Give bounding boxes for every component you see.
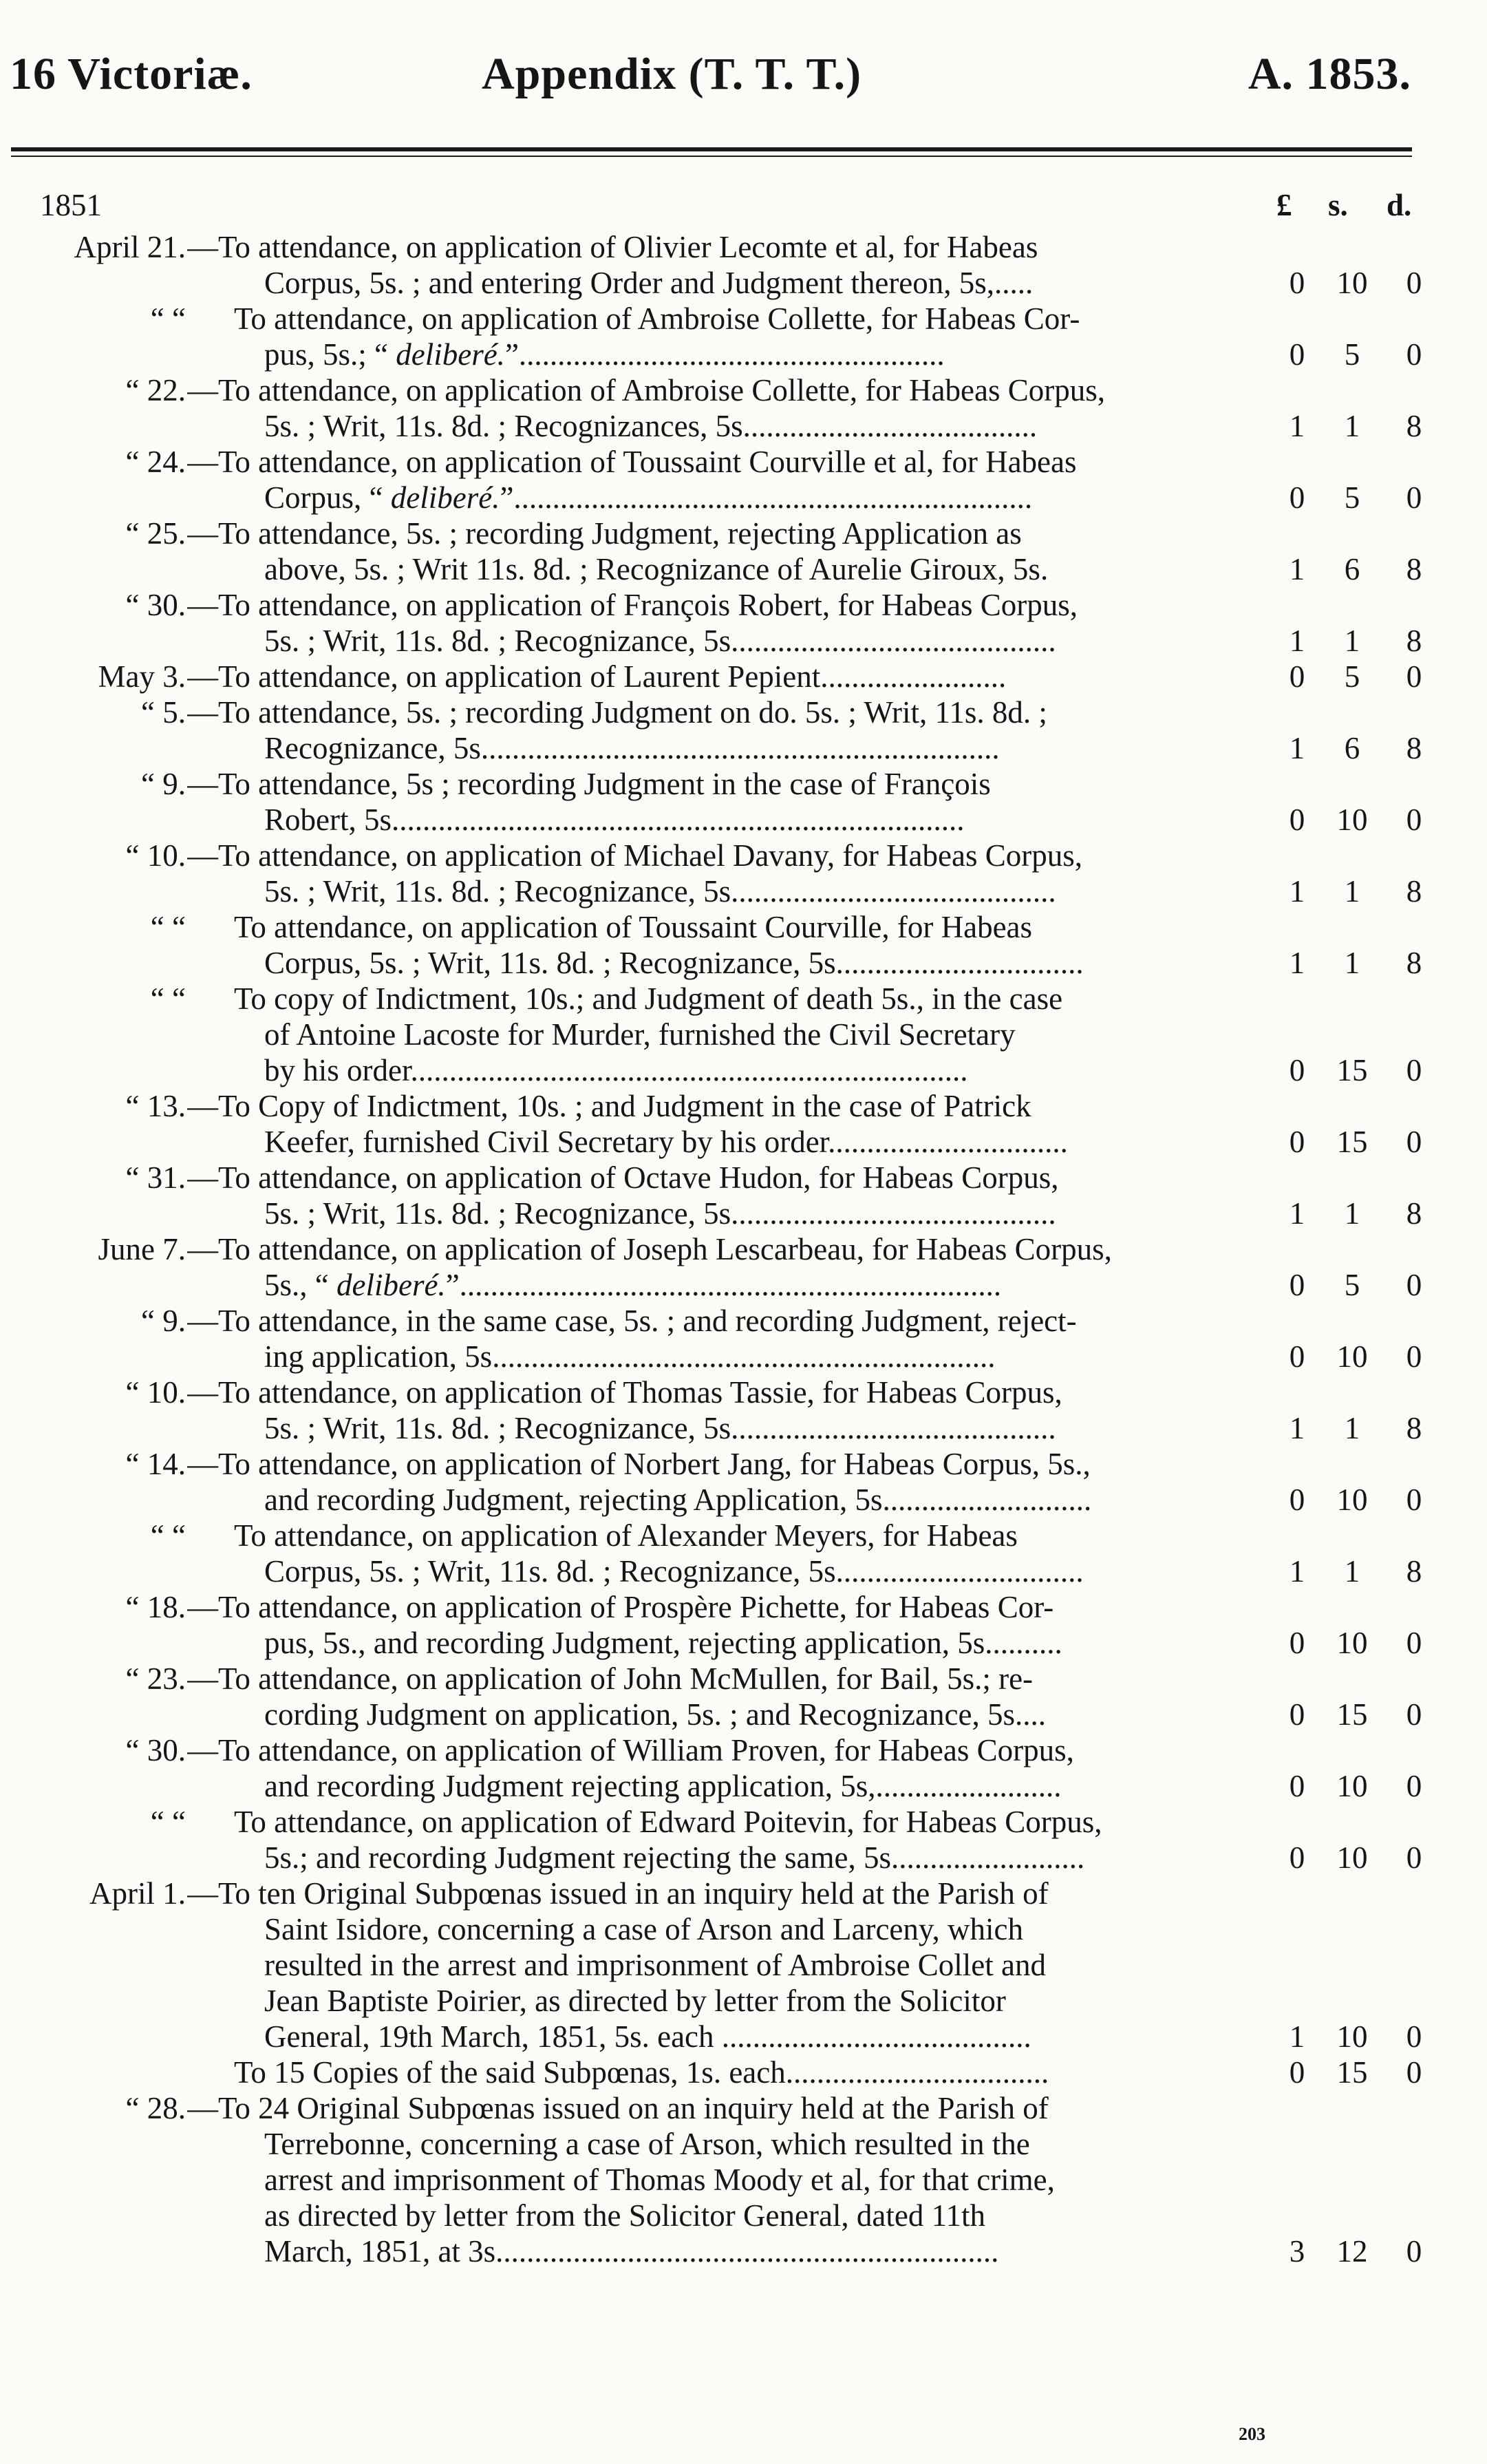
- entry-line: [14, 2126, 1459, 2162]
- amount-pounds: 1: [1289, 1196, 1305, 1231]
- entry-text: —To attendance, on application of William Proven, for Habeas Corpus,: [187, 1733, 1074, 1767]
- entry-text: —To attendance, in the same case, 5s. ; and recording Judgment, reject-: [187, 1304, 1077, 1338]
- entry-line: [14, 372, 1459, 408]
- ledger-entry: [14, 981, 1459, 1088]
- entry-date: “ “: [150, 1518, 186, 1553]
- amount-pounds: 0: [1289, 1125, 1305, 1159]
- entry-text: Corpus, 5s. ; Writ, 11s. 8d. ; Recognizance, 5s................................: [264, 1554, 1084, 1589]
- entry-line: [14, 1697, 1459, 1732]
- entry-text: by his order........................................................................: [264, 1053, 968, 1087]
- entry-text: To attendance, on application of Edward Poitevin, for Habeas Corpus,: [234, 1805, 1102, 1839]
- entry-text: 5s., “ deliberé.”......................................................................: [264, 1268, 1002, 1302]
- amount-pence: 0: [1406, 1483, 1422, 1517]
- amount-pounds: 1: [1289, 1411, 1305, 1445]
- ledger-entry: [14, 2054, 1459, 2090]
- amount-shillings: 10: [1336, 266, 1368, 300]
- ledger-entry: [14, 587, 1459, 659]
- entry-text: —To attendance, on application of John McMullen, for Bail, 5s.; re-: [187, 1661, 1034, 1696]
- amount-pence: 0: [1406, 1053, 1422, 1087]
- amount-pence: 8: [1406, 731, 1422, 765]
- entry-line: [14, 1840, 1459, 1876]
- amount-pence: 8: [1406, 409, 1422, 443]
- ledger-entry: [14, 1589, 1459, 1661]
- amount-shillings: 12: [1336, 2234, 1368, 2269]
- header-appendix: Appendix (T. T. T.): [482, 49, 862, 99]
- ledger-entry: [14, 766, 1459, 838]
- entry-text: pus, 5s.; “ deliberé.”.......................................................: [264, 337, 945, 372]
- amount-pounds: 0: [1289, 1053, 1305, 1087]
- entry-text: —To attendance, 5s. ; recording Judgment on do. 5s. ; Writ, 11s. 8d. ;: [187, 695, 1047, 730]
- entry-line: [14, 1410, 1459, 1446]
- entry-text: Corpus, 5s. ; Writ, 11s. 8d. ; Recognizance, 5s................................: [264, 946, 1084, 980]
- entry-text: General, 19th March, 1851, 5s. each ........................................: [264, 2019, 1031, 2054]
- column-shillings: s.: [1328, 188, 1348, 222]
- entry-line: [14, 659, 1459, 694]
- amount-shillings: 1: [1344, 946, 1360, 980]
- entry-text: March, 1851, at 3s.................................................................: [264, 2234, 999, 2269]
- entry-line: [14, 945, 1459, 981]
- entry-line: [14, 2019, 1459, 2054]
- amount-shillings: 5: [1344, 337, 1360, 372]
- amount-pence: 0: [1406, 2055, 1422, 2090]
- entry-line: [14, 730, 1459, 766]
- entry-line: [14, 265, 1459, 301]
- amount-shillings: 1: [1344, 624, 1360, 658]
- entry-line: [14, 1876, 1459, 1911]
- amount-shillings: 1: [1344, 1196, 1360, 1231]
- amount-pounds: 0: [1289, 2055, 1305, 2090]
- entry-line: [14, 1339, 1459, 1374]
- entry-text: —To 24 Original Subpœnas issued on an inquiry held at the Parish of: [187, 2091, 1049, 2125]
- amount-pence: 0: [1406, 1626, 1422, 1660]
- entry-text: Robert, 5s..........................................................................: [264, 803, 965, 837]
- entry-text: —To attendance, on application of Ambroise Collette, for Habeas Corpus,: [187, 373, 1106, 407]
- entry-text: —To attendance, on application of Olivier Lecomte et al, for Habeas: [187, 230, 1038, 264]
- entry-line: [14, 2162, 1459, 2198]
- amount-pounds: 1: [1289, 946, 1305, 980]
- amount-pence: 0: [1406, 1125, 1422, 1159]
- entry-date: “ “: [150, 301, 186, 336]
- amount-pounds: 1: [1289, 409, 1305, 443]
- amount-pounds: 0: [1289, 480, 1305, 515]
- entry-text: resulted in the arrest and imprisonment of Ambroise Collet and: [264, 1948, 1047, 1982]
- amount-pounds: 3: [1289, 2234, 1305, 2269]
- ledger-entry: [14, 229, 1459, 301]
- amount-pounds: 0: [1289, 1840, 1305, 1875]
- entry-text: as directed by letter from the Solicitor General, dated 11th: [264, 2198, 985, 2233]
- entry-line: [14, 1518, 1459, 1553]
- amount-pounds: 1: [1289, 874, 1305, 909]
- entry-text: ing application, 5s.................................................................: [264, 1339, 996, 1374]
- amount-pence: 0: [1406, 1339, 1422, 1374]
- entry-text: —To attendance, on application of Toussaint Courville et al, for Habeas: [187, 445, 1077, 479]
- amount-pence: 8: [1406, 1411, 1422, 1445]
- entry-text: arrest and imprisonment of Thomas Moody et al, for that crime,: [264, 2163, 1055, 2197]
- entry-text: 5s. ; Writ, 11s. 8d. ; Recognizance, 5s..........................................: [264, 874, 1056, 909]
- entry-text: —To attendance, 5s. ; recording Judgment, rejecting Application as: [187, 516, 1022, 551]
- amount-shillings: 15: [1336, 1697, 1368, 1732]
- entry-date: “ 24.: [125, 445, 186, 479]
- entry-line: [14, 1983, 1459, 2019]
- amount-pence: 8: [1406, 946, 1422, 980]
- amount-pounds: 0: [1289, 1483, 1305, 1517]
- entry-line: [14, 1911, 1459, 1947]
- entry-line: [14, 2198, 1459, 2233]
- ledger-entry: [14, 516, 1459, 587]
- entry-line: [14, 1267, 1459, 1303]
- amount-pounds: 0: [1289, 1339, 1305, 1374]
- entry-text: Recognizance, 5s...................................................................: [264, 731, 1000, 765]
- entry-line: [14, 1661, 1459, 1697]
- ledger-entry: [14, 1088, 1459, 1160]
- amount-pounds: 1: [1289, 624, 1305, 658]
- amount-pence: 0: [1406, 659, 1422, 694]
- entry-line: [14, 766, 1459, 802]
- amount-pounds: 0: [1289, 659, 1305, 694]
- entry-line: [14, 1625, 1459, 1661]
- entry-text: To attendance, on application of Alexander Meyers, for Habeas: [234, 1518, 1018, 1553]
- entry-line: [14, 909, 1459, 945]
- amount-shillings: 6: [1344, 552, 1360, 586]
- entry-text: —To attendance, 5s ; recording Judgment in the case of François: [187, 767, 991, 801]
- entry-date: May 3.: [98, 659, 186, 694]
- entry-text: 5s. ; Writ, 11s. 8d. ; Recognizances, 5s......................................: [264, 409, 1038, 443]
- entry-line: [14, 1124, 1459, 1160]
- entry-date: “ 30.: [125, 588, 186, 622]
- entry-text: To attendance, on application of Toussaint Courville, for Habeas: [234, 910, 1033, 944]
- amount-shillings: 10: [1336, 1483, 1368, 1517]
- entry-line: [14, 1017, 1459, 1052]
- entry-date: “ 14.: [125, 1447, 186, 1481]
- entry-line: [14, 2090, 1459, 2126]
- entry-text: —To attendance, on application of François Robert, for Habeas Corpus,: [187, 588, 1078, 622]
- entry-line: [14, 623, 1459, 659]
- amount-shillings: 15: [1336, 1125, 1368, 1159]
- amount-shillings: 10: [1336, 1626, 1368, 1660]
- amount-pounds: 1: [1289, 731, 1305, 765]
- amount-pence: 0: [1406, 1268, 1422, 1302]
- amount-shillings: 1: [1344, 1554, 1360, 1589]
- entry-text: To attendance, on application of Ambroise Collette, for Habeas Cor-: [234, 301, 1080, 336]
- entry-date: “ 10.: [125, 1375, 186, 1410]
- entry-date: “ 9.: [141, 767, 186, 801]
- entry-line: [14, 551, 1459, 587]
- amount-pounds: 1: [1289, 2019, 1305, 2054]
- page-header: [0, 48, 1487, 131]
- ledger-entry: [14, 694, 1459, 766]
- header-rule-thick: [11, 147, 1412, 151]
- entry-text: 5s. ; Writ, 11s. 8d. ; Recognizance, 5s..........................................: [264, 624, 1056, 658]
- amount-pounds: 0: [1289, 1268, 1305, 1302]
- ledger-entry: [14, 1446, 1459, 1518]
- entry-text: and recording Judgment rejecting application, 5s,........................: [264, 1769, 1062, 1803]
- amount-pence: 0: [1406, 803, 1422, 837]
- entry-date: “ 10.: [125, 838, 186, 873]
- entry-text: Corpus, “ deliberé.”...................................................................: [264, 480, 1033, 515]
- amount-shillings: 5: [1344, 659, 1360, 694]
- ledger-entry: [14, 301, 1459, 372]
- entry-date: “ 25.: [125, 516, 186, 551]
- ledger-entry: [14, 1160, 1459, 1231]
- ledger-entry: [14, 1661, 1459, 1732]
- entry-line: [14, 1160, 1459, 1196]
- entry-date: “ 9.: [141, 1304, 186, 1338]
- entry-date: “ “: [150, 1805, 186, 1839]
- header-rule-thin: [11, 156, 1412, 157]
- header-year: A. 1853.: [1248, 49, 1411, 99]
- entry-text: pus, 5s., and recording Judgment, rejecting application, 5s..........: [264, 1626, 1062, 1660]
- entry-text: —To attendance, on application of Octave Hudon, for Habeas Corpus,: [187, 1160, 1059, 1195]
- entry-line: [14, 444, 1459, 480]
- entry-line: [14, 1374, 1459, 1410]
- entry-date: “ 31.: [125, 1160, 186, 1195]
- entry-text: Terrebonne, concerning a case of Arson, which resulted in the: [264, 2127, 1030, 2161]
- entry-date: April 1.: [89, 1876, 186, 1911]
- entry-text: Saint Isidore, concerning a case of Arson and Larceny, which: [264, 1912, 1023, 1946]
- entry-line: [14, 1947, 1459, 1983]
- amount-shillings: 10: [1336, 2019, 1368, 2054]
- amount-pence: 0: [1406, 337, 1422, 372]
- entry-line: [14, 1088, 1459, 1124]
- entry-line: [14, 1553, 1459, 1589]
- amount-pence: 8: [1406, 1554, 1422, 1589]
- ledger-entry: [14, 2090, 1459, 2269]
- entry-text: cording Judgment on application, 5s. ; and Recognizance, 5s....: [264, 1697, 1046, 1732]
- page-number: 203: [1239, 2424, 1265, 2444]
- entry-text: —To attendance, on application of Joseph Lescarbeau, for Habeas Corpus,: [187, 1232, 1112, 1266]
- entry-date: “ “: [150, 910, 186, 944]
- amount-shillings: 5: [1344, 480, 1360, 515]
- entry-text: —To Copy of Indictment, 10s. ; and Judgment in the case of Patrick: [187, 1089, 1031, 1123]
- column-pence: d.: [1387, 188, 1412, 222]
- entry-text: To 15 Copies of the said Subpœnas, 1s. each..................................: [234, 2055, 1049, 2090]
- entries-list: [14, 229, 1459, 2269]
- amount-shillings: 6: [1344, 731, 1360, 765]
- entry-line: [14, 1768, 1459, 1804]
- amount-pounds: 1: [1289, 552, 1305, 586]
- entry-text: Jean Baptiste Poirier, as directed by letter from the Solicitor: [264, 1984, 1006, 2018]
- amount-pence: 8: [1406, 624, 1422, 658]
- amount-pence: 0: [1406, 1697, 1422, 1732]
- entry-text: of Antoine Lacoste for Murder, furnished the Civil Secretary: [264, 1017, 1016, 1052]
- amount-shillings: 15: [1336, 1053, 1368, 1087]
- entry-line: [14, 480, 1459, 516]
- entry-date: June 7.: [98, 1232, 186, 1266]
- entry-line: [14, 1196, 1459, 1231]
- amount-shillings: 10: [1336, 1769, 1368, 1803]
- amount-shillings: 10: [1336, 1840, 1368, 1875]
- amount-pounds: 0: [1289, 1769, 1305, 1803]
- entry-date: “ 13.: [125, 1089, 186, 1123]
- year-label: 1851: [40, 188, 102, 222]
- entry-date: “ 22.: [125, 373, 186, 407]
- entry-date: “ 23.: [125, 1661, 186, 1696]
- ledger-entry: [14, 659, 1459, 694]
- entry-line: [14, 873, 1459, 909]
- amount-pence: 0: [1406, 1840, 1422, 1875]
- ledger-entry: [14, 838, 1459, 909]
- amount-pence: 0: [1406, 1769, 1422, 1803]
- amount-pence: 0: [1406, 480, 1422, 515]
- entry-line: [14, 1231, 1459, 1267]
- amount-pounds: 0: [1289, 1626, 1305, 1660]
- entry-line: [14, 1303, 1459, 1339]
- amount-pence: 8: [1406, 1196, 1422, 1231]
- amount-pence: 8: [1406, 552, 1422, 586]
- entry-text: above, 5s. ; Writ 11s. 8d. ; Recognizance of Aurelie Giroux, 5s.: [264, 552, 1049, 586]
- amount-pence: 0: [1406, 2019, 1422, 2054]
- entry-text: —To attendance, on application of Thomas Tassie, for Habeas Corpus,: [187, 1375, 1062, 1410]
- entry-date: “ 5.: [141, 695, 186, 730]
- entry-line: [14, 802, 1459, 838]
- entry-text: 5s. ; Writ, 11s. 8d. ; Recognizance, 5s..........................................: [264, 1411, 1056, 1445]
- amount-pence: 0: [1406, 266, 1422, 300]
- amount-shillings: 10: [1336, 1339, 1368, 1374]
- ledger-entry: [14, 444, 1459, 516]
- ledger-entry: [14, 1804, 1459, 1876]
- amount-shillings: 1: [1344, 409, 1360, 443]
- amount-pounds: 0: [1289, 337, 1305, 372]
- ledger-entry: [14, 1231, 1459, 1303]
- entry-date: “ 18.: [125, 1590, 186, 1624]
- column-pounds: £: [1276, 188, 1292, 222]
- ledger-entry: [14, 1876, 1459, 2054]
- entry-line: [14, 981, 1459, 1017]
- entry-line: [14, 1589, 1459, 1625]
- entry-line: [14, 229, 1459, 265]
- entry-date: “ 30.: [125, 1733, 186, 1767]
- amount-pounds: 0: [1289, 803, 1305, 837]
- entry-text: —To attendance, on application of Laurent Pepient........................: [187, 659, 1007, 694]
- entry-text: —To attendance, on application of Michael Davany, for Habeas Corpus,: [187, 838, 1083, 873]
- ledger-entry: [14, 1518, 1459, 1589]
- entry-text: 5s. ; Writ, 11s. 8d. ; Recognizance, 5s..........................................: [264, 1196, 1056, 1231]
- entry-text: To copy of Indictment, 10s.; and Judgment of death 5s., in the case: [234, 981, 1063, 1016]
- entry-line: [14, 2233, 1459, 2269]
- entry-line: [14, 1732, 1459, 1768]
- ledger-entry: [14, 909, 1459, 981]
- entry-text: and recording Judgment, rejecting Application, 5s...........................: [264, 1483, 1092, 1517]
- entry-date: “ “: [150, 981, 186, 1016]
- entry-line: [14, 587, 1459, 623]
- amount-pounds: 0: [1289, 1697, 1305, 1732]
- ledger-entry: [14, 1732, 1459, 1804]
- ledger-entry: [14, 1303, 1459, 1374]
- entry-date: April 21.: [74, 230, 186, 264]
- entry-text: —To ten Original Subpœnas issued in an inquiry held at the Parish of: [187, 1876, 1049, 1911]
- amount-pounds: 0: [1289, 266, 1305, 300]
- amount-pounds: 1: [1289, 1554, 1305, 1589]
- ledger-entry: [14, 1374, 1459, 1446]
- entry-line: [14, 516, 1459, 551]
- entry-line: [14, 408, 1459, 444]
- amount-pence: 0: [1406, 2234, 1422, 2269]
- entry-text: Keefer, furnished Civil Secretary by his order...............................: [264, 1125, 1068, 1159]
- entry-line: [14, 838, 1459, 873]
- entry-line: [14, 301, 1459, 337]
- entry-text: —To attendance, on application of Norbert Jang, for Habeas Corpus, 5s.,: [187, 1447, 1091, 1481]
- amount-shillings: 10: [1336, 803, 1368, 837]
- entry-line: [14, 337, 1459, 372]
- amount-shillings: 1: [1344, 1411, 1360, 1445]
- entry-text: —To attendance, on application of Prospère Pichette, for Habeas Cor-: [187, 1590, 1054, 1624]
- entry-line: [14, 694, 1459, 730]
- header-session: 16 Victoriæ.: [10, 49, 253, 99]
- entry-date: “ 28.: [125, 2091, 186, 2125]
- entry-line: [14, 1446, 1459, 1482]
- ledger-entry: [14, 372, 1459, 444]
- amount-pence: 8: [1406, 874, 1422, 909]
- entry-line: [14, 1804, 1459, 1840]
- entry-text: 5s.; and recording Judgment rejecting the same, 5s.........................: [264, 1840, 1085, 1875]
- entry-text: Corpus, 5s. ; and entering Order and Judgment thereon, 5s,.....: [264, 266, 1034, 300]
- entry-line: [14, 1052, 1459, 1088]
- amount-shillings: 15: [1336, 2055, 1368, 2090]
- amount-shillings: 5: [1344, 1268, 1360, 1302]
- entry-line: [14, 1482, 1459, 1518]
- amount-shillings: 1: [1344, 874, 1360, 909]
- entry-line: [14, 2054, 1459, 2090]
